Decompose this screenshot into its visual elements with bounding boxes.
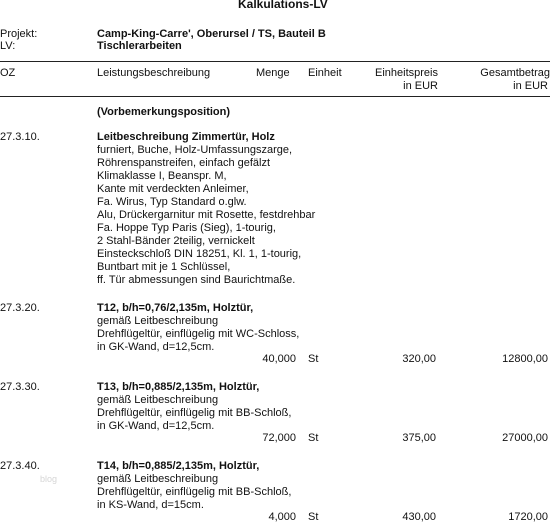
item-gesamtbetrag: 12800,00 <box>502 353 548 365</box>
item-line: Einsteckschloß DIN 18251, Kl. 1, 1-tourig, <box>97 248 302 260</box>
item-oz: 27.3.30. <box>0 381 40 393</box>
item-line: ff. Tür abmessungen sind Baurichtmaße. <box>97 274 296 286</box>
item-gesamtbetrag: 27000,00 <box>502 432 548 444</box>
item-title: Leitbeschreibung Zimmertür, Holz <box>97 131 275 143</box>
item-gesamtbetrag: 1720,00 <box>508 511 548 523</box>
item-einheitspreis: 430,00 <box>402 511 436 523</box>
item-menge: 40,000 <box>262 353 296 365</box>
item-line: Drehflügeltür, einflügelig mit BB-Schloß, <box>97 486 292 498</box>
item-line: gemäß Leitbeschreibung <box>97 473 219 485</box>
item-line: Drehflügeltür, einflügelig mit BB-Schloß, <box>97 407 292 419</box>
item-einheit: St <box>308 432 319 444</box>
item-line: Röhrenspanstreifen, einfach gefälzt <box>97 157 271 169</box>
col-header-menge: Menge <box>256 67 290 79</box>
item-line: in GK-Wand, d=12,5cm. <box>97 341 215 353</box>
item-oz: 27.3.10. <box>0 131 40 143</box>
lv-value: Tischlerarbeiten <box>97 40 182 52</box>
item-menge: 4,000 <box>268 511 296 523</box>
document-title: Kalkulations-LV <box>238 0 328 11</box>
projekt-value: Camp-King-Carre', Oberursel / TS, Bauteil B <box>97 28 326 40</box>
item-line: Alu, Drückergarnitur mit Rosette, festdrehbar <box>97 209 316 221</box>
projekt-label: Projekt: <box>0 28 38 40</box>
item-line: Fa. Wirus, Typ Standard o.glw. <box>97 196 247 208</box>
item-line: Buntbart mit je 1 Schlüssel, <box>97 261 231 273</box>
col-header-gesamtbetrag: Gesamtbetrag <box>480 67 550 79</box>
item-line: in KS-Wand, d=15cm. <box>97 499 204 511</box>
col-header-einheit: Einheit <box>308 67 342 79</box>
item-oz: 27.3.40. <box>0 460 40 472</box>
item-line: Fa. Hoppe Typ Paris (Sieg), 1-tourig, <box>97 222 276 234</box>
item-line: gemäß Leitbeschreibung <box>97 394 219 406</box>
item-line: furniert, Buche, Holz-Umfassungszarge, <box>97 144 293 156</box>
header-top-rule <box>0 61 550 62</box>
item-line: gemäß Leitbeschreibung <box>97 315 219 327</box>
item-menge: 72,000 <box>262 432 296 444</box>
item-einheitspreis: 375,00 <box>402 432 436 444</box>
item-line: in GK-Wand, d=12,5cm. <box>97 420 215 432</box>
item-line: Kante mit verdeckten Anleimer, <box>97 183 249 195</box>
lv-label: LV: <box>0 40 16 52</box>
col-header-gesamtbetrag-unit: in EUR <box>513 80 548 92</box>
item-einheit: St <box>308 511 319 523</box>
item-oz: 27.3.20. <box>0 302 40 314</box>
item-einheit: St <box>308 353 319 365</box>
col-header-einheitspreis-unit: in EUR <box>403 80 438 92</box>
header-bottom-rule <box>0 96 550 97</box>
item-title: T14, b/h=0,885/2,135m, Holztür, <box>97 460 260 472</box>
item-line: Drehflügeltür, einflügelig mit WC-Schloss, <box>97 328 300 340</box>
col-header-beschreibung: Leistungsbeschreibung <box>97 67 211 79</box>
col-header-oz: OZ <box>0 67 16 79</box>
col-header-einheitspreis: Einheitspreis <box>375 67 438 79</box>
item-title: T12, b/h=0,76/2,135m, Holztür, <box>97 302 254 314</box>
item-title: T13, b/h=0,885/2,135m, Holztür, <box>97 381 260 393</box>
item-line: Klimaklasse I, Beanspr. M, <box>97 170 227 182</box>
item-einheitspreis: 320,00 <box>402 353 436 365</box>
vorbemerkung: (Vorbemerkungsposition) <box>97 106 231 118</box>
item-line: 2 Stahl-Bänder 2teilig, vernickelt <box>97 235 255 247</box>
watermark: blog <box>40 474 58 484</box>
